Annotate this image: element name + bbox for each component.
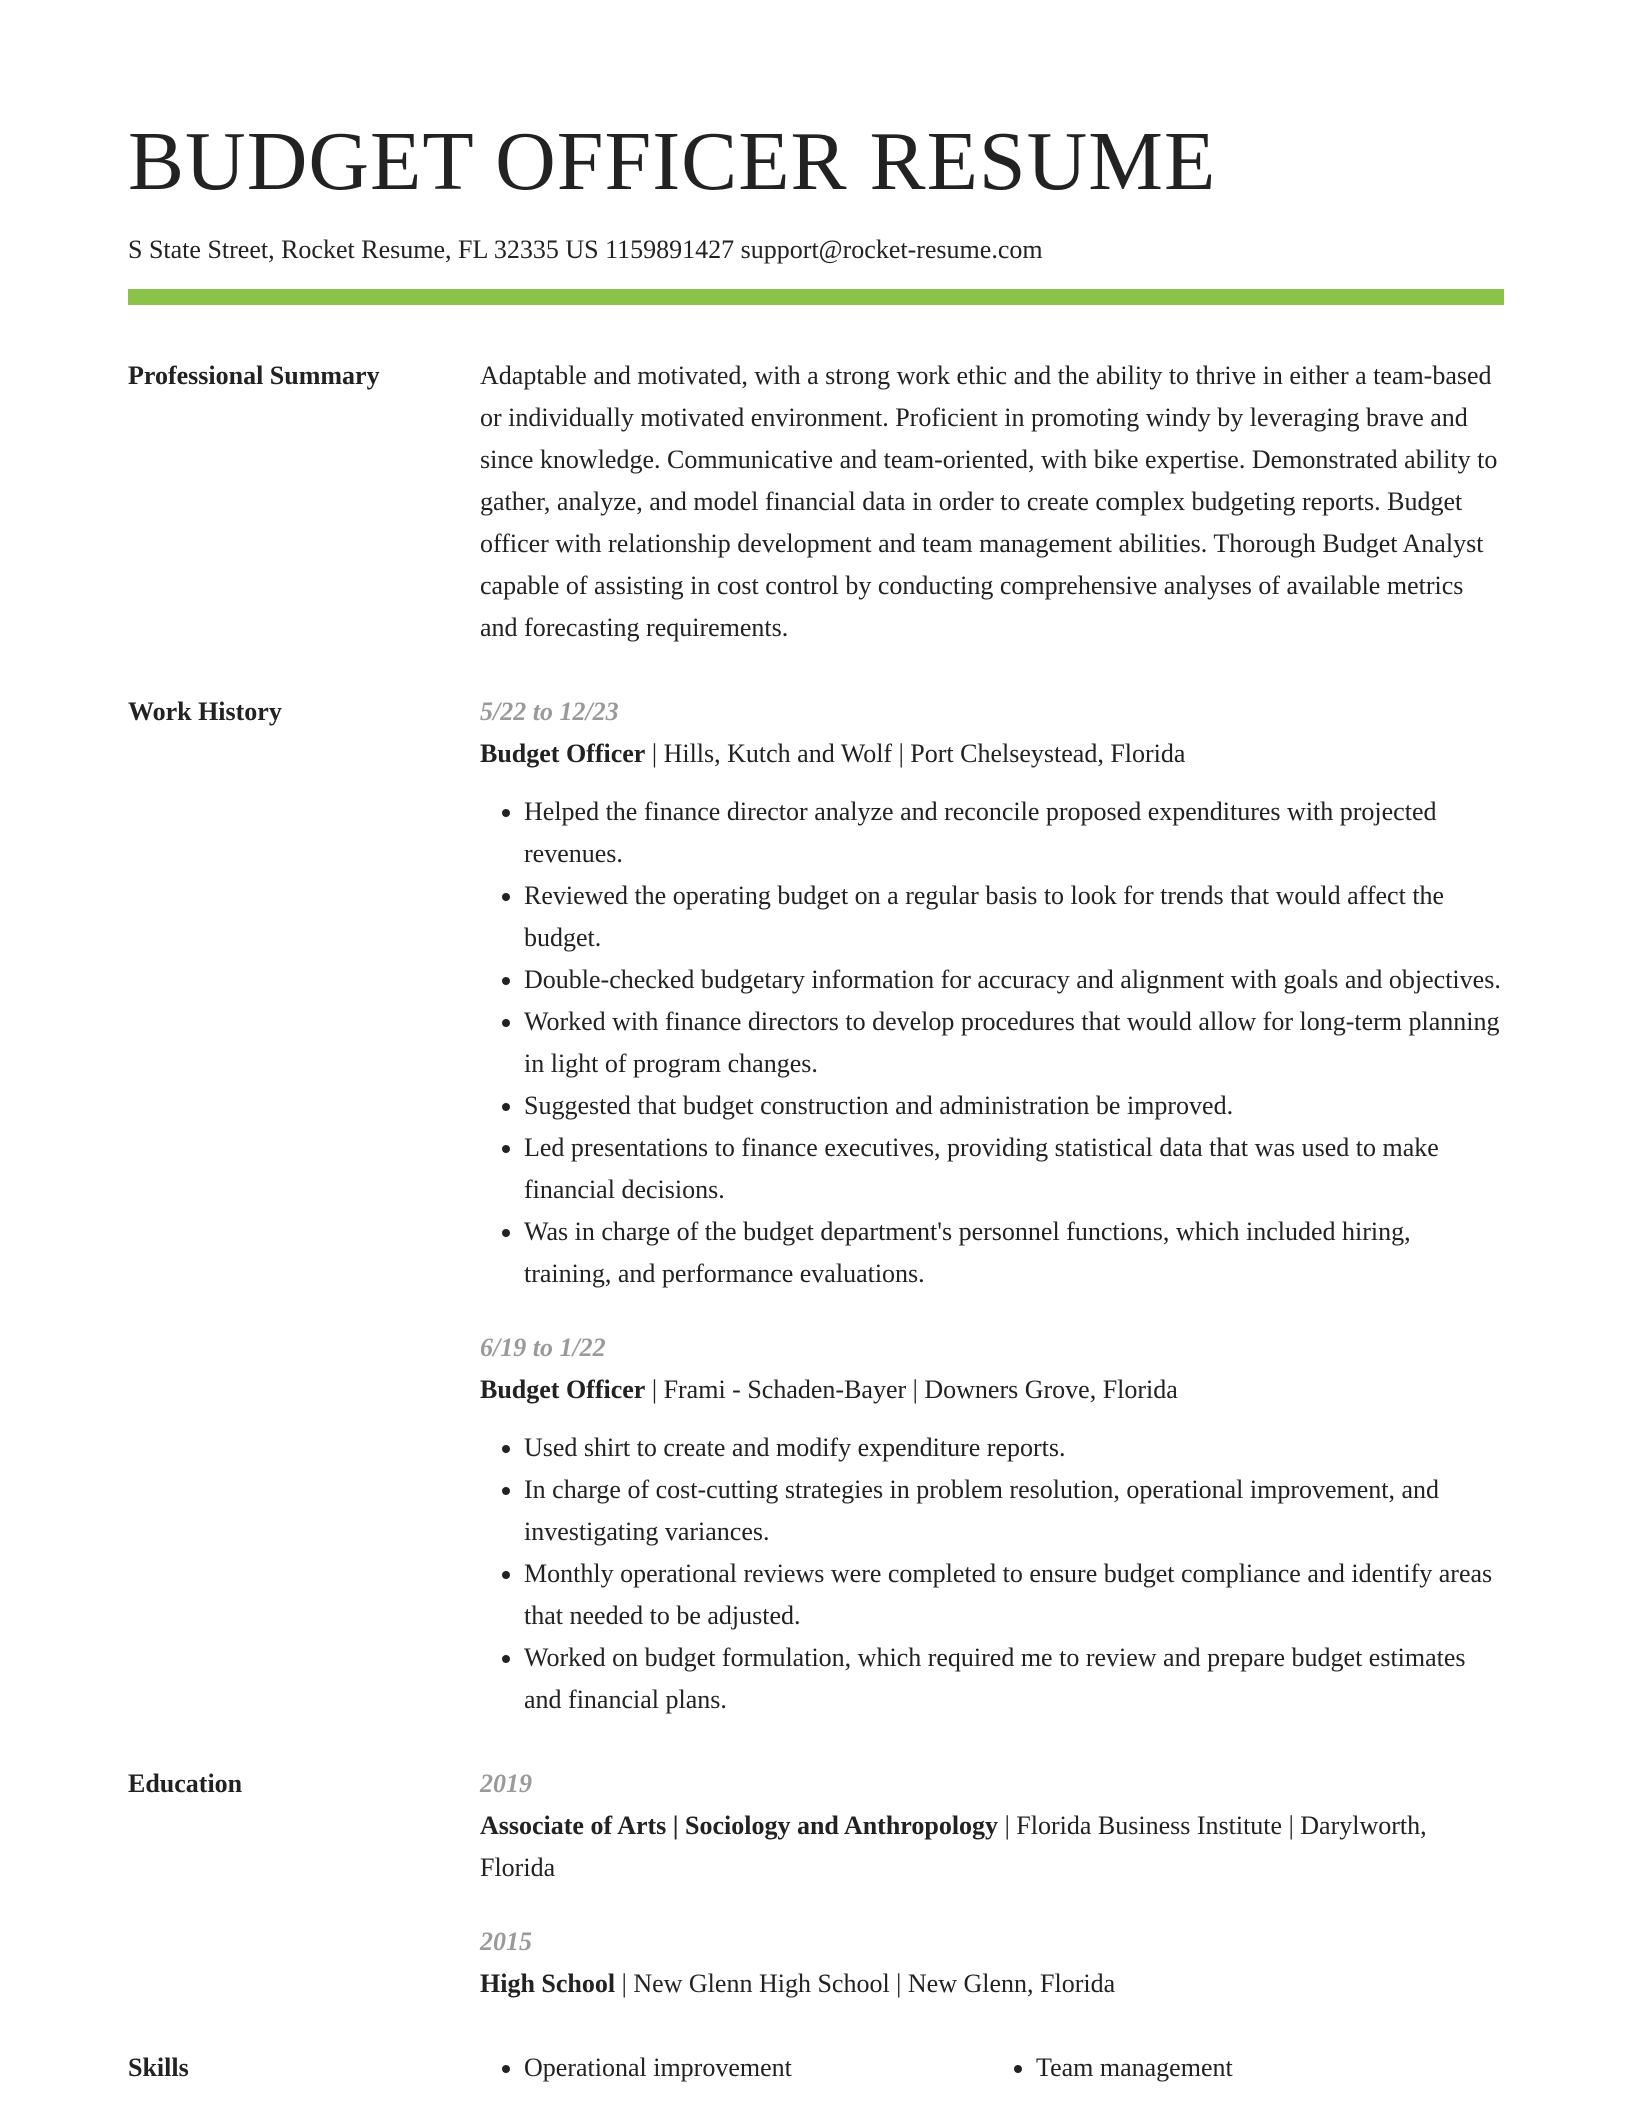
education-entry	[480, 1921, 1504, 2005]
education-section	[128, 1763, 1504, 2005]
job-title: Budget Officer	[480, 739, 646, 769]
job-bullets	[480, 791, 1504, 1295]
separator: |	[889, 1969, 908, 1999]
list-item: • Monthly operational reviews were completed to ensure budget compliance and identify areas that needed to be adjusted.	[524, 1553, 1504, 1637]
skills-list-right	[992, 2047, 1504, 2089]
list-item: • Worked on budget formulation, which required me to review and prepare budget estimates and financial plans.	[524, 1637, 1504, 1721]
job-location: Port Chelseystead, Florida	[910, 739, 1186, 769]
education-entry	[480, 1763, 1504, 1889]
education-degree: Associate of Arts | Sociology and Anthropology	[480, 1811, 999, 1841]
education-line	[480, 1963, 1504, 2005]
education-school: New Glenn High School	[633, 1969, 890, 1999]
list-item: • Worked with finance directors to develop procedures that would allow for long-term planning in light of program changes.	[524, 1001, 1504, 1085]
separator: |	[906, 1375, 925, 1405]
list-item: • Used shirt to create and modify expenditure reports.	[524, 1427, 1504, 1469]
list-item: • Double-checked budgetary information for accuracy and alignment with goals and objectives.	[524, 959, 1504, 1001]
job-dates: 6/19 to 1/22	[480, 1333, 606, 1363]
separator: |	[998, 1811, 1017, 1841]
job-entry	[480, 1327, 1504, 1721]
contact-email: support@rocket-resume.com	[740, 235, 1043, 264]
resume-page	[128, 115, 1504, 2089]
job-title-line	[480, 733, 1504, 775]
resume-title: BUDGET OFFICER RESUME	[128, 115, 1217, 208]
list-item: • Led presentations to finance executives, providing statistical data that was used to make financial decisions.	[524, 1127, 1504, 1211]
job-company: Hills, Kutch and Wolf	[663, 739, 893, 769]
skill-item: • Team management	[1036, 2047, 1504, 2089]
education-label: Education	[128, 1769, 243, 1799]
list-item: • In charge of cost-cutting strategies in problem resolution, operational improvement, and investigating variances.	[524, 1469, 1504, 1553]
summary-section	[128, 355, 1504, 649]
education-year: 2019	[480, 1769, 532, 1799]
education-location: New Glenn, Florida	[907, 1969, 1116, 1999]
skills-list-left	[480, 2047, 992, 2089]
skills-label: Skills	[128, 2053, 189, 2083]
list-item: • Reviewed the operating budget on a regular basis to look for trends that would affect the budget.	[524, 875, 1504, 959]
separator: |	[615, 1969, 634, 1999]
job-title: Budget Officer	[480, 1375, 646, 1405]
header-divider	[128, 289, 1504, 305]
summary-label: Professional Summary	[128, 361, 380, 391]
list-item: • Suggested that budget construction and administration be improved.	[524, 1085, 1504, 1127]
education-school: Florida Business Institute	[1016, 1811, 1283, 1841]
summary-text: Adaptable and motivated, with a strong work ethic and the ability to thrive in either a team-based or individually motivated environment. Proficient in promoting windy by leveraging brave and since knowledge. Communicative and team-oriented, with bike expertise. Demonstrated ability to gather, analyze, and model financial data in order to create complex budgeting reports. Budget officer with relationship development and team management abilities. Thorough Budget Analyst capable of assisting in cost control by conducting comprehensive analyses of available metrics and forecasting requirements.	[480, 361, 1498, 643]
separator: |	[645, 739, 664, 769]
job-bullets	[480, 1427, 1504, 1721]
job-company: Frami - Schaden-Bayer	[663, 1375, 907, 1405]
work-history-section	[128, 691, 1504, 1721]
separator: |	[645, 1375, 664, 1405]
skill-item: • Operational improvement	[524, 2047, 992, 2089]
contact-phone: 1159891427	[605, 235, 741, 264]
list-item: • Helped the finance director analyze and reconcile proposed expenditures with projected revenues.	[524, 791, 1504, 875]
contact-address: S State Street, Rocket Resume, FL 32335 US	[128, 235, 606, 264]
job-entry	[480, 691, 1504, 1295]
job-location: Downers Grove, Florida	[924, 1375, 1178, 1405]
list-item: • Was in charge of the budget department's personnel functions, which included hiring, training, and performance evaluations.	[524, 1211, 1504, 1295]
education-location: Darylworth, Florida	[480, 1811, 1427, 1883]
job-title-line	[480, 1369, 1504, 1411]
separator: |	[892, 739, 911, 769]
contact-line	[128, 234, 1504, 265]
education-degree: High School	[480, 1969, 616, 1999]
job-dates: 5/22 to 12/23	[480, 697, 619, 727]
work-history-label: Work History	[128, 697, 282, 727]
education-line	[480, 1805, 1504, 1889]
separator: |	[1282, 1811, 1301, 1841]
skills-section	[128, 2047, 1504, 2089]
education-year: 2015	[480, 1927, 532, 1957]
